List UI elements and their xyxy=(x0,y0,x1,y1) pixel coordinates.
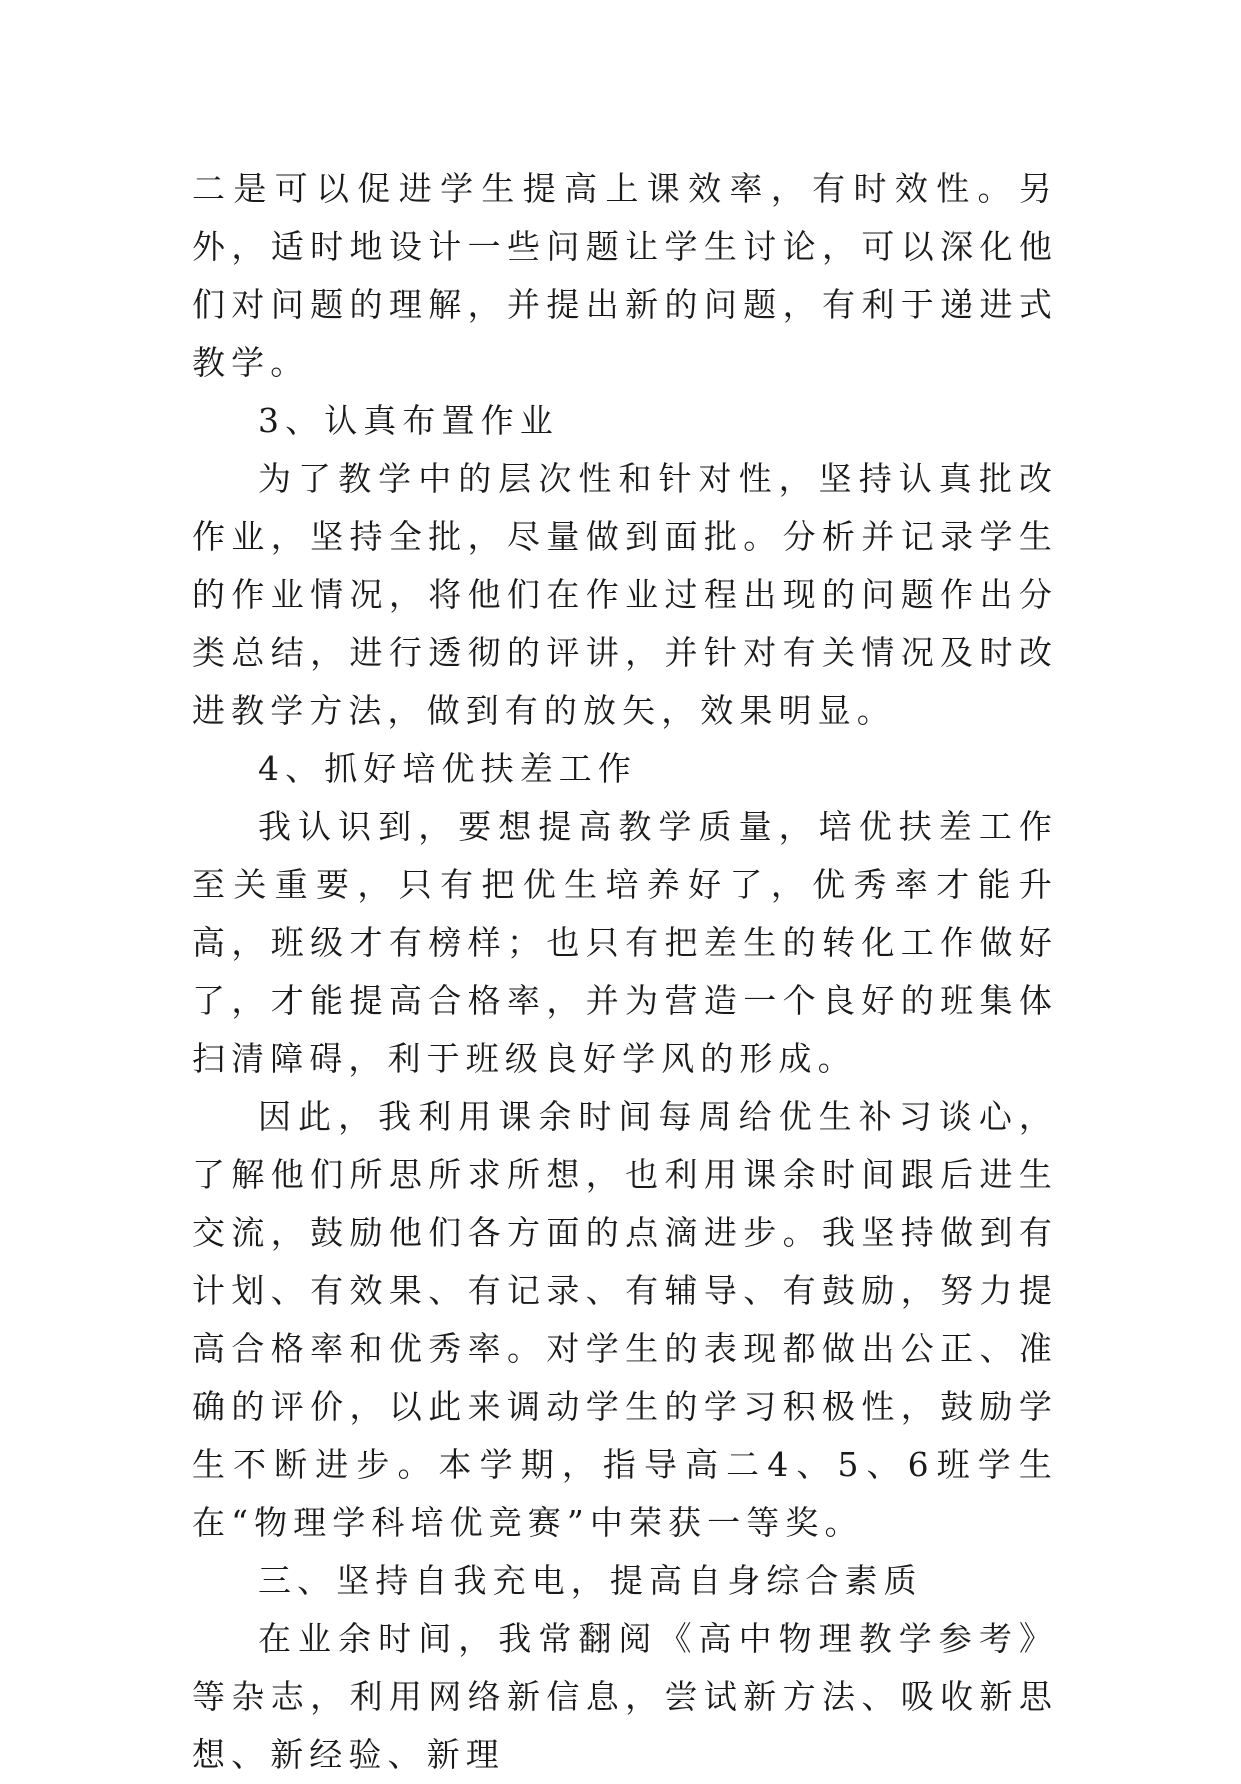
section-heading: 三、坚持自我充电，提高自身综合素质 xyxy=(258,1561,923,1600)
paragraph: 为了教学中的层次性和针对性，坚持认真批改作业，坚持全批，尽量做到面批。分析并记录学生的作业情况，将他们在作业过程出现的问题作出分类总结，进行透彻的评讲，并针对有关情况及时改进教学方法，做到有的放矢，效果明显。 xyxy=(192,459,1058,730)
section-heading: 4、抓好培优扶差工作 xyxy=(258,749,637,788)
section-heading: 3、认真布置作业 xyxy=(258,401,559,440)
document-body xyxy=(192,160,1058,1784)
paragraph: 我认识到，要想提高教学质量，培优扶差工作至关重要，只有把优生培养好了，优秀率才能升高，班级才有榜样；也只有把差生的转化工作做好了，才能提高合格率，并为营造一个良好的班集体扫清障碍，利于班级良好学风的形成。 xyxy=(192,807,1058,1078)
paragraph: 在业余时间，我常翻阅《高中物理教学参考》等杂志，利用网络新信息，尝试新方法、吸收新思想、新经验、新理 xyxy=(192,1619,1058,1774)
paragraph: 因此，我利用课余时间每周给优生补习谈心，了解他们所思所求所想，也利用课余时间跟后进生交流，鼓励他们各方面的点滴进步。我坚持做到有计划、有效果、有记录、有辅导、有鼓励，努力提高合格率和优秀率。对学生的表现都做出公正、准确的评价，以此来调动学生的学习积极性，鼓励学生不断进步。本学期，指导高二4、5、6班学生在“物理学科培优竞赛”中荣获一等奖。 xyxy=(192,1097,1058,1542)
paragraph: 二是可以促进学生提高上课效率，有时效性。另外，适时地设计一些问题让学生讨论，可以深化他们对问题的理解，并提出新的问题，有利于递进式教学。 xyxy=(192,169,1058,382)
